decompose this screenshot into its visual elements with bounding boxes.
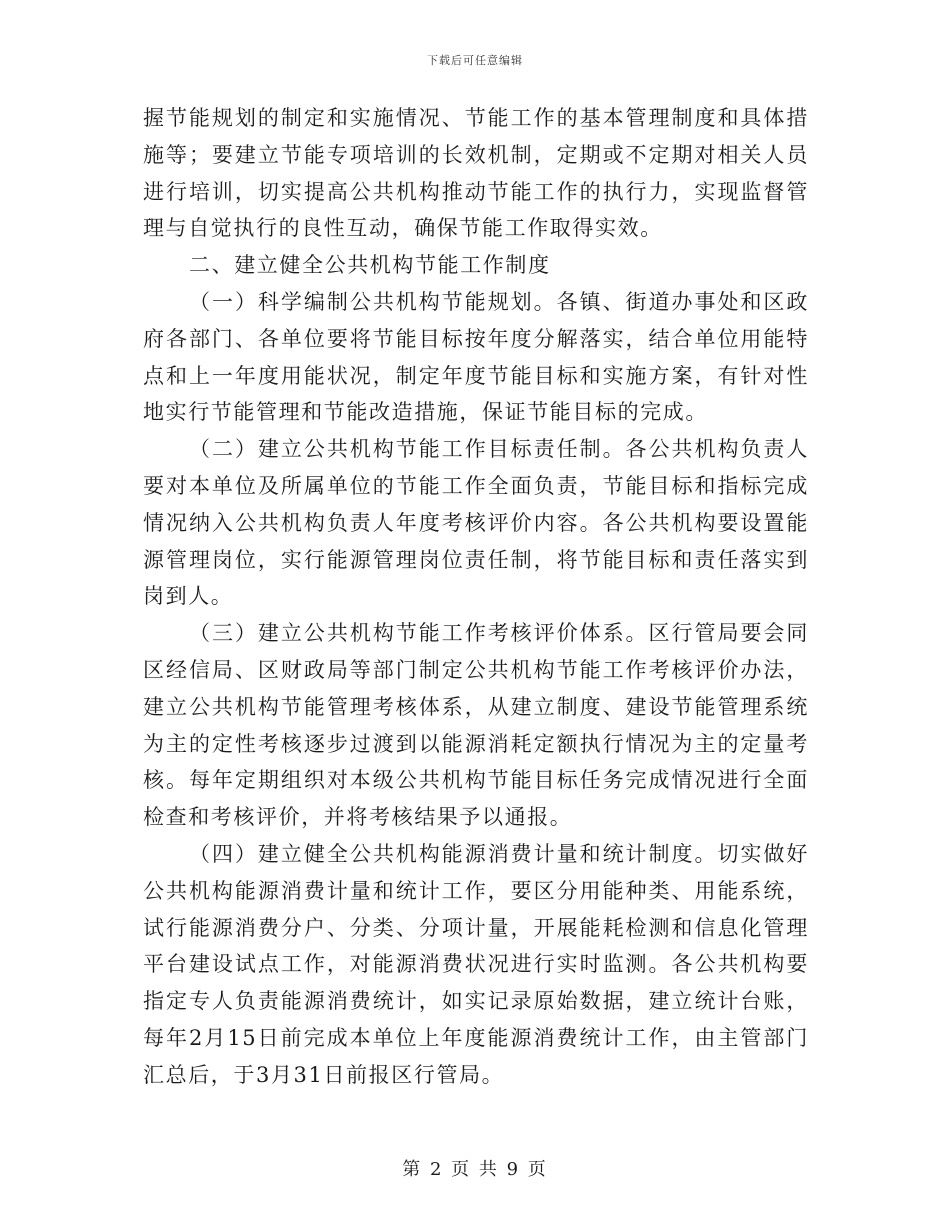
paragraph-item-3: （三）建立公共机构节能工作考核评价体系。区行管局要会同区经信局、区财政局等部门制定公共机构节能工作考核评价办法，建立公共机构节能管理考核体系，从建立制度、建设节能管理系统为主的定性考核逐步过渡到以能源消耗定额执行情况为主的定量考核。每年定期组织对本级公共机构节能目标任务完成情况进行全面检查和考核评价，并将考核结果予以通报。 xyxy=(143,621,809,830)
document-body xyxy=(143,100,809,1094)
paragraph-item-1: （一）科学编制公共机构节能规划。各镇、街道办事处和区政府各部门、各单位要将节能目标按年度分解落实，结合单位用能特点和上一年度用能状况，制定年度节能目标和实施方案，有针对性地实行节能管理和节能改造措施，保证节能目标的完成。 xyxy=(143,289,809,425)
paragraph-item-2: （二）建立公共机构节能工作目标责任制。各公共机构负责人要对本单位及所属单位的节能工作全面负责，节能目标和指标完成情况纳入公共机构负责人年度考核评价内容。各公共机构要设置能源管理岗位，实行能源管理岗位责任制，将节能目标和责任落实到岗到人。 xyxy=(143,437,809,609)
page-number: 第 2 页 共 9 页 xyxy=(402,1159,548,1180)
paragraph-item-4: （四）建立健全公共机构能源消费计量和统计制度。切实做好公共机构能源消费计量和统计工作，要区分用能种类、用能系统，试行能源消费分户、分类、分项计量，开展能耗检测和信息化管理平台建设试点工作，对能源消费状况进行实时监测。各公共机构要指定专人负责能源消费统计，如实记录原始数据，建立统计台账，每年2月15日前完成本单位上年度能源消费统计工作，由主管部门汇总后，于3月31日前报区行管局。 xyxy=(143,841,809,1087)
paragraph-continuation: 握节能规划的制定和实施情况、节能工作的基本管理制度和具体措施等；要建立节能专项培训的长效机制，定期或不定期对相关人员进行培训，切实提高公共机构推动节能工作的执行力，实现监督管理与自觉执行的良性互动，确保节能工作取得实效。 xyxy=(143,106,809,241)
page-header: 下载后可任意编辑 xyxy=(427,54,523,67)
section-heading: 二、建立健全公共机构节能工作制度 xyxy=(189,253,551,278)
